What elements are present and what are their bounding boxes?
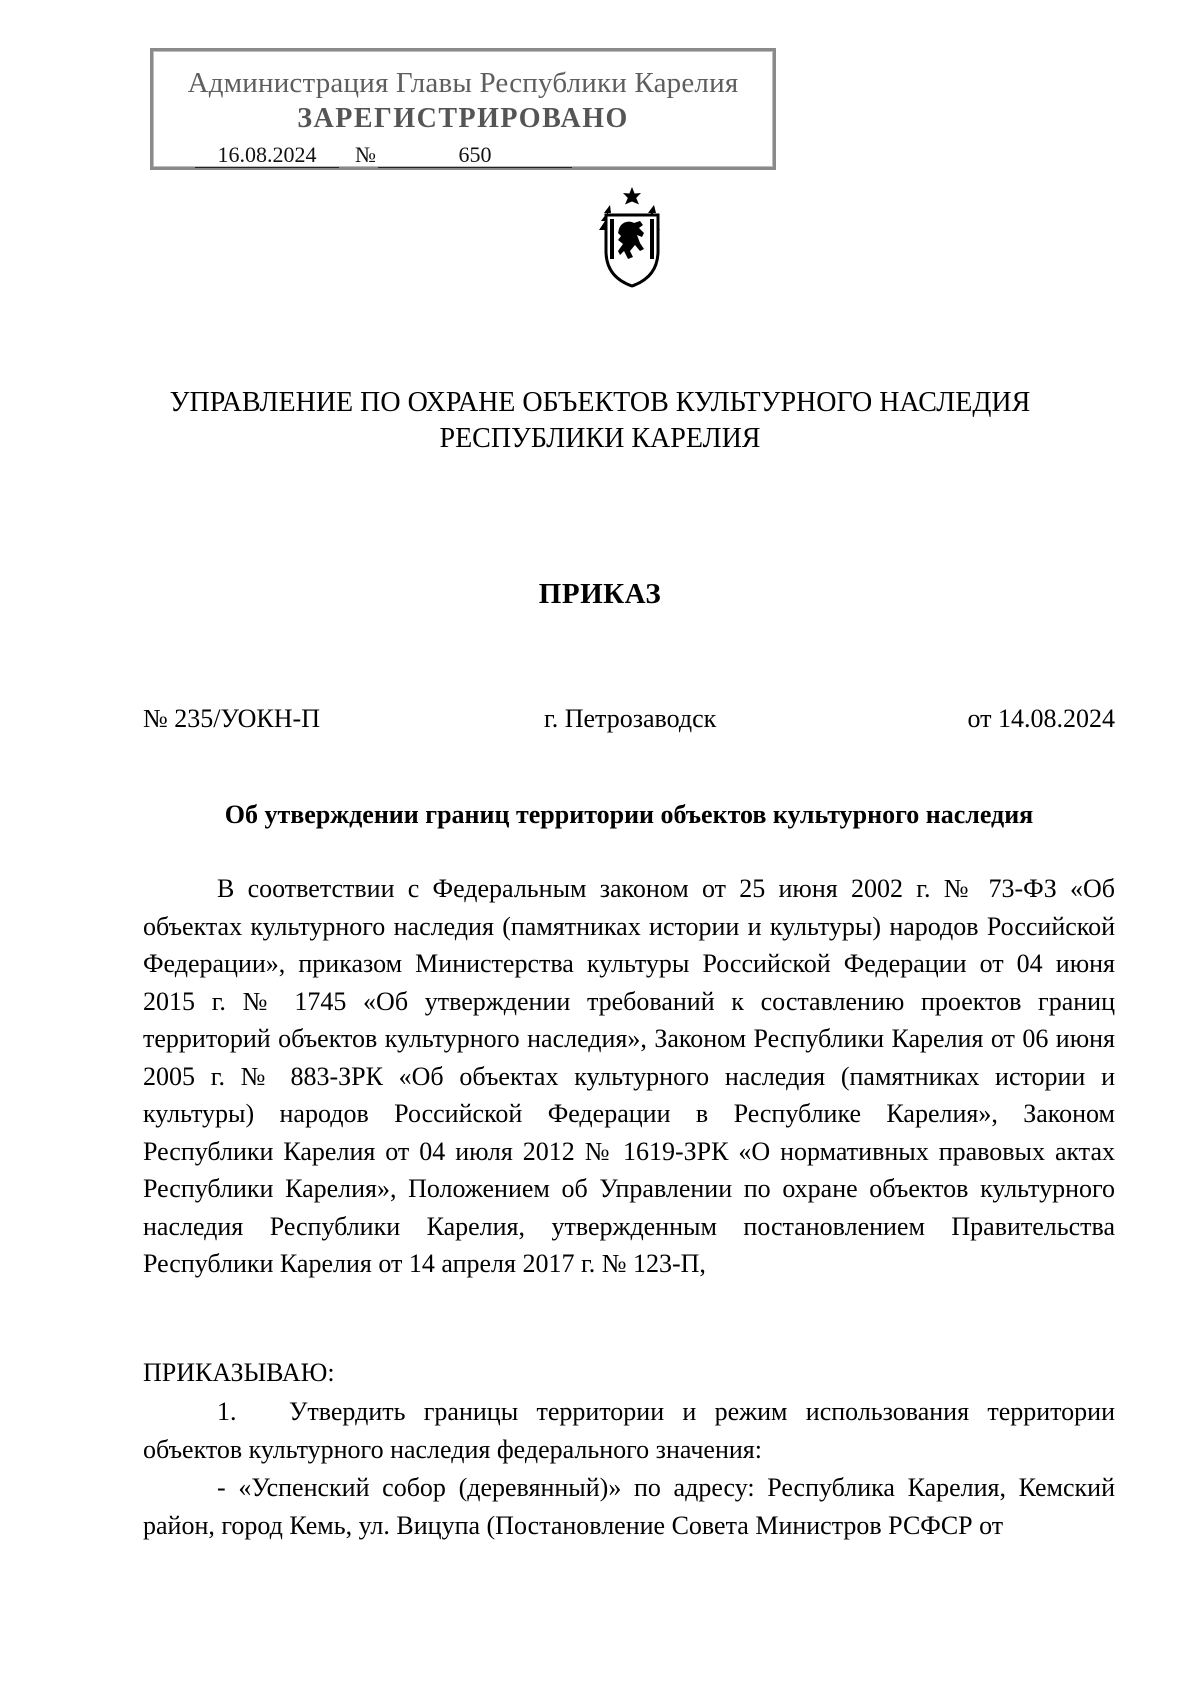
order-directive: ПРИКАЗЫВАЮ: xyxy=(143,1358,335,1387)
order-item-1-number: 1. xyxy=(217,1397,237,1426)
preamble-paragraph: В соответствии с Федеральным законом от 25 июня 2002 г. № 73-ФЗ «Об объектах культурного наследия (памятниках истории и культуры) народов Российской Федерации», приказом Министерства культуры Российской Федерации от 04 июня 2015 г. № 1745 «Об утверждении требований к составлению проектов границ территорий объектов культурного наследия», Законом Республики Карелия от 06 июня 2005 г. № 883-ЗРК «Об объектах культурного наследия (памятниках истории и культуры) народов Российской Федерации в Республике Карелия», Законом Республики Карелия от 04 июля 2012 № 1619-ЗРК «О нормативных правовых актах Республики Карелия», Положением об Управлении по охране объектов культурного наследия Республики Карелия, утвержденным постановлением Правительства Республики Карелия от 14 апреля 2017 г. № 123-П, xyxy=(143,874,1115,1278)
stamp-status: ЗАРЕГИСТРИРОВАНО xyxy=(297,103,629,134)
order-item-1-subitem: - «Успенский собор (деревянный)» по адресу: Республика Карелия, Кемский район, город Кемь, ул. Вицупа (Постановление Совета Министров РСФСР от xyxy=(143,1473,1115,1540)
stamp-authority: Администрация Главы Республики Карелия xyxy=(187,67,739,99)
order-item-1-text: Утвердить границы территории и режим использования территории объектов культурного наследия федерального значения: xyxy=(143,1397,1115,1464)
stamp-number: 650 xyxy=(378,143,572,168)
registration-stamp xyxy=(150,48,776,170)
document-subject: Об утверждении границ территории объектов культурного наследия xyxy=(224,800,1034,829)
document-date: от 14.08.2024 xyxy=(967,704,1115,733)
document-type-title: ПРИКАЗ xyxy=(538,578,662,610)
document-city: г. Петрозаводск xyxy=(544,704,717,733)
stamp-number-label: № xyxy=(355,142,376,167)
order-item-1 xyxy=(143,1393,1115,1468)
stamp-date: 16.08.2024 xyxy=(195,143,339,168)
organization-name-line1: УПРАВЛЕНИЕ ПО ОХРАНЕ ОБЪЕКТОВ КУЛЬТУРНОГО НАСЛЕДИЯ xyxy=(169,387,1031,418)
organization-name-line2: РЕСПУБЛИКИ КАРЕЛИЯ xyxy=(439,423,761,454)
document-number: № 235/УОКН-П xyxy=(143,704,320,733)
karelia-coat-of-arms-icon xyxy=(596,185,668,289)
organization-name xyxy=(0,385,1200,457)
document-meta-row xyxy=(143,704,1115,738)
